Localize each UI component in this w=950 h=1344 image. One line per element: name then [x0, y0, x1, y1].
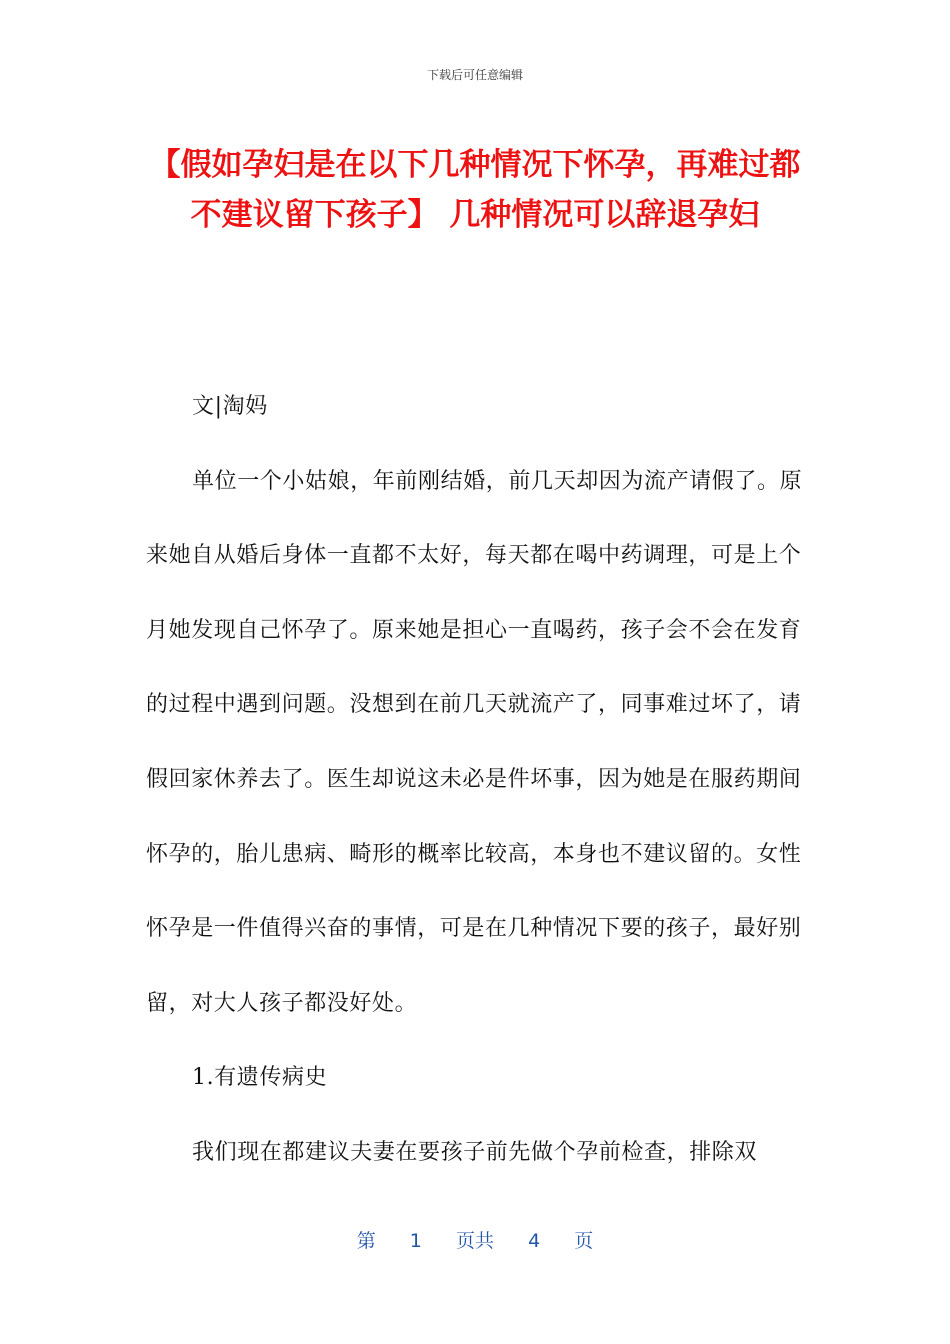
total-pages-number: 4	[528, 1230, 541, 1252]
page-header-note: 下载后可任意编辑	[426, 68, 523, 82]
footer-middle: 页共	[455, 1230, 494, 1252]
document-title: 【假如孕妇是在以下几种情况下怀孕，再难过都不建议留下孩子】 几种情况可以辞退孕妇	[149, 147, 801, 233]
document-body	[146, 370, 806, 1191]
page-footer	[0, 1226, 950, 1253]
current-page-number: 1	[409, 1230, 422, 1252]
paragraph: 我们现在都建议夫妻在要孩子前先做个孕前检查，排除双	[192, 1139, 758, 1165]
footer-suffix: 页	[574, 1230, 594, 1252]
footer-prefix: 第	[356, 1230, 376, 1252]
paragraph: 单位一个小姑娘，年前刚结婚，前几天却因为流产请假了。原来她自从婚后身体一直都不太好，每天都在喝中药调理，可是上个月她发现自己怀孕了。原来她是担心一直喝药，孩子会不会在发育的过程中遇到问题。没想到在前几天就流产了，同事难过坏了，请假回家休养去了。医生却说这未必是件坏事，因为她是在服药期间怀孕的，胎儿患病、畸形的概率比较高，本身也不建议留的。女性怀孕是一件值得兴奋的事情，可是在几种情况下要的孩子，最好别留，对大人孩子都没好处。	[146, 468, 803, 1016]
byline: 文|淘妈	[192, 394, 268, 419]
section-heading: 1.有遗传病史	[192, 1065, 328, 1091]
